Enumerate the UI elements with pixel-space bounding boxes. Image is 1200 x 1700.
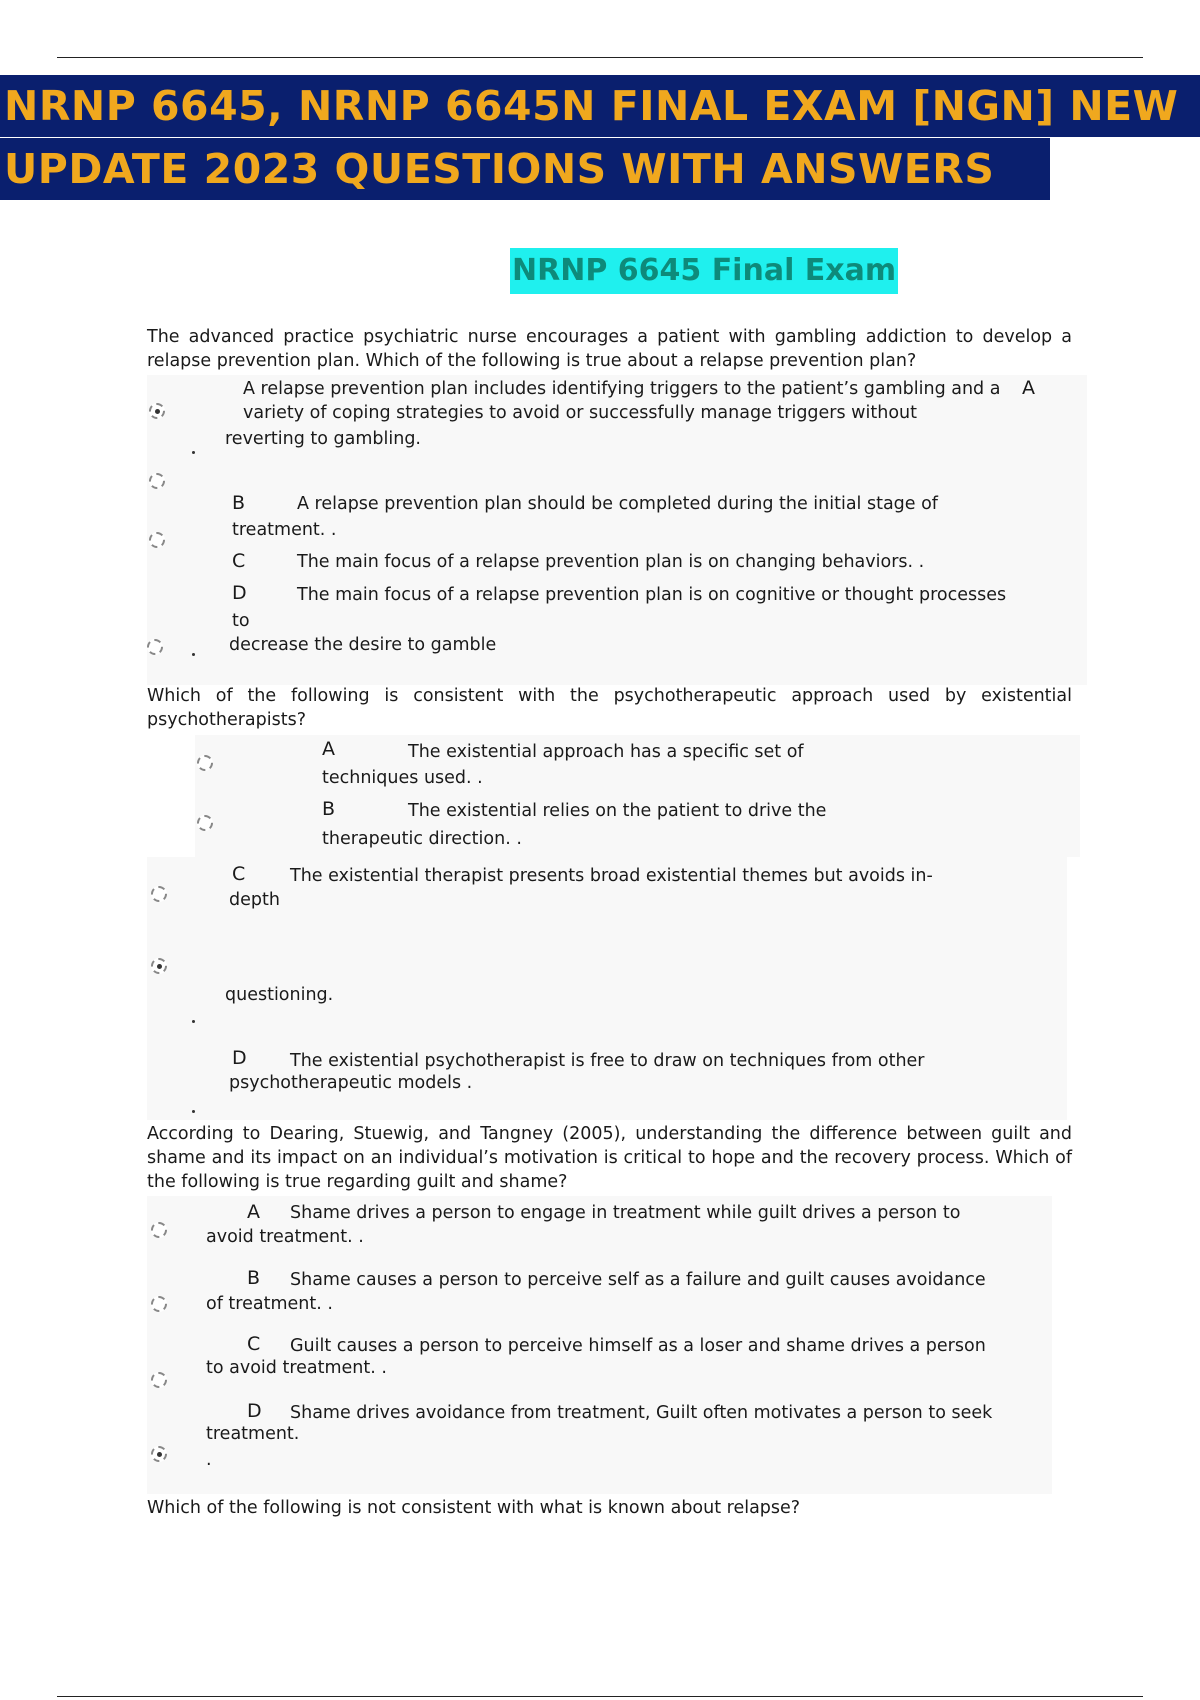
q1-option-a-line-3: reverting to gambling. <box>225 429 421 449</box>
q2-option-c-line-3: questioning. <box>225 985 334 1005</box>
q1-option-a-line-1: A relapse prevention plan includes identifying triggers to the patient’s gambling and a <box>243 379 1001 399</box>
bullet-dot <box>192 451 195 454</box>
q3-option-d-line-3: . <box>206 1450 212 1470</box>
q3-option-d-line-1: Shame drives avoidance from treatment, Guilt often motivates a person to seek <box>290 1403 993 1423</box>
q1-option-d-line-1: The main focus of a relapse prevention plan is on cognitive or thought processes <box>297 585 1007 605</box>
q1-option-c-radio[interactable] <box>149 532 165 548</box>
q1-option-d-line-2: to <box>232 611 250 631</box>
q1-option-c-line-1: The main focus of a relapse prevention plan is on changing behaviors. . <box>297 552 925 572</box>
q3-option-c-radio[interactable] <box>151 1372 167 1388</box>
q2-option-d-line-2: psychotherapeutic models . <box>229 1073 473 1093</box>
q3-option-a-radio[interactable] <box>151 1222 167 1238</box>
q2-option-c-selected-radio[interactable] <box>151 958 167 974</box>
document-title-line-1: NRNP 6645, NRNP 6645N FINAL EXAM [NGN] NEW <box>0 75 1200 137</box>
q1-option-b-radio[interactable] <box>149 473 165 489</box>
q3-option-d-radio[interactable] <box>151 1446 167 1462</box>
exam-subtitle: NRNP 6645 Final Exam <box>510 248 898 294</box>
q1-option-a-line-2: variety of coping strategies to avoid or successfully manage triggers without <box>243 403 917 423</box>
q2-option-a-line-2: techniques used. . <box>322 768 483 788</box>
q1-option-b-letter: B <box>232 492 246 514</box>
q1-option-a-letter: A <box>1022 377 1035 399</box>
q2-option-c-line-2: depth <box>229 890 280 910</box>
q2-option-b-line-2: therapeutic direction. . <box>322 829 522 849</box>
q2-option-c-radio[interactable] <box>151 886 167 902</box>
q2-option-a-letter: A <box>322 738 335 760</box>
q1-option-b-line-2: treatment. . <box>232 520 337 540</box>
q3-option-d-letter: D <box>247 1400 262 1422</box>
q3-option-b-line-1: Shame causes a person to perceive self as a failure and guilt causes avoidance <box>290 1270 986 1290</box>
q1-option-d-letter: D <box>232 582 247 604</box>
q1-option-b-line-1: A relapse prevention plan should be completed during the initial stage of <box>297 494 938 514</box>
q1-option-d-line-3: decrease the desire to gamble <box>229 635 497 655</box>
q2-option-d-line-1: The existential psychotherapist is free to draw on techniques from other <box>290 1051 925 1071</box>
q3-option-a-line-2: avoid treatment. . <box>206 1227 364 1247</box>
bullet-dot <box>192 1020 195 1023</box>
q1-option-c-letter: C <box>232 550 246 572</box>
question-4-text: Which of the following is not consistent with what is known about relapse? <box>147 1498 801 1518</box>
q2-option-d-letter: D <box>232 1047 247 1069</box>
q3-option-c-line-1: Guilt causes a person to perceive himself as a loser and shame drives a person <box>290 1336 986 1356</box>
q2-option-a-line-1: The existential approach has a specific set of <box>408 742 804 762</box>
q2-option-b-line-1: The existential relies on the patient to drive the <box>408 801 827 821</box>
bullet-dot <box>192 1110 195 1113</box>
question-1-text: The advanced practice psychiatric nurse encourages a patient with gambling addiction to develop a relapse prevention plan. Which of the following is true about a relapse prevention plan? <box>147 327 1072 371</box>
q3-option-c-letter: C <box>247 1333 261 1355</box>
question-3-text: According to Dearing, Stuewig, and Tangney (2005), understanding the difference between guilt and shame and its impact on an individual’s motivation is critical to hope and the recovery process. Which of the following is true regarding guilt and shame? <box>147 1124 1072 1192</box>
q3-option-b-radio[interactable] <box>151 1296 167 1312</box>
q2-option-c-line-1: The existential therapist presents broad existential themes but avoids in- <box>290 866 933 886</box>
q3-option-b-letter: B <box>247 1267 261 1289</box>
q2-option-c-letter: C <box>232 863 246 885</box>
q1-option-a-radio[interactable] <box>149 403 165 419</box>
q3-option-c-line-2: to avoid treatment. . <box>206 1358 387 1378</box>
q2-option-b-radio[interactable] <box>197 815 213 831</box>
q3-option-d-line-2: treatment. <box>206 1424 300 1444</box>
bullet-dot <box>192 653 195 656</box>
q3-option-b-line-2: of treatment. . <box>206 1294 333 1314</box>
q3-option-a-letter: A <box>247 1201 260 1223</box>
q3-option-a-line-1: Shame drives a person to engage in treatment while guilt drives a person to <box>290 1203 961 1223</box>
top-divider <box>57 57 1143 58</box>
q1-option-d-radio[interactable] <box>147 639 163 655</box>
bottom-divider <box>57 1696 1143 1697</box>
document-title-line-2: UPDATE 2023 QUESTIONS WITH ANSWERS <box>0 138 1050 200</box>
q2-option-b-letter: B <box>322 798 336 820</box>
question-2-text: Which of the following is consistent with the psychotherapeutic approach used by existential psychotherapists? <box>147 686 1072 730</box>
q2-option-a-radio[interactable] <box>197 755 213 771</box>
